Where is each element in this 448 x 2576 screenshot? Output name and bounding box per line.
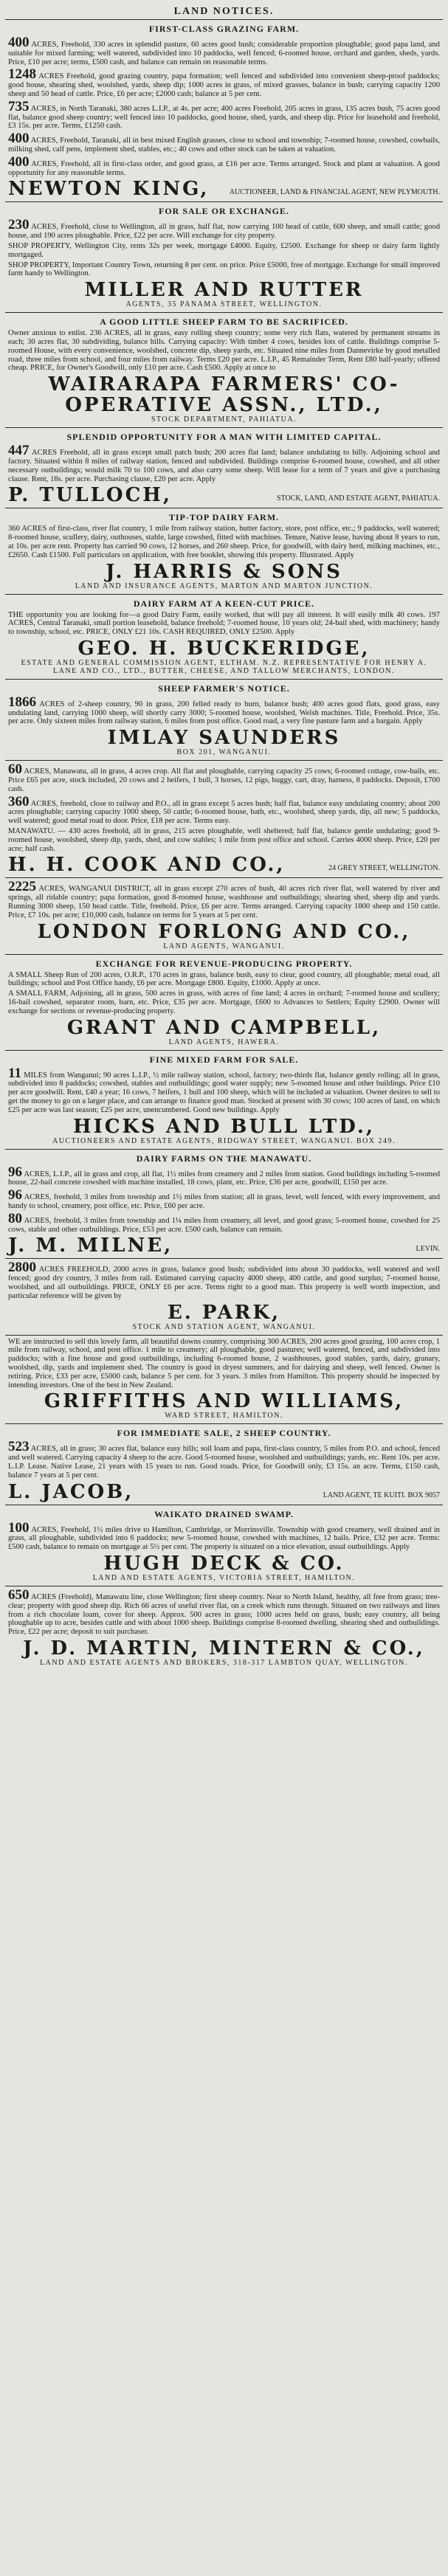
land-ad xyxy=(5,594,443,679)
ad-heading: FINE MIXED FARM FOR SALE. xyxy=(149,1054,299,1065)
agent-name: IMLAY SAUNDERS xyxy=(107,727,341,750)
ad-text: ACRES, Freehold, Taranaki, all in best mixed English grasses, close to school and township; 7-roomed house, cowshed, cowbails, milking shed, calf pens, implement shed, stables, etc.; 40 cows and other stock can be taken at valuation. xyxy=(8,137,440,153)
ad-paragraph xyxy=(8,1189,440,1211)
ad-body xyxy=(8,36,440,177)
ad-text: SHOP PROPERTY, Wellington City, rents 32s per week, mortgage £4000. Equity, £2500. Exchange for sheep or dairy farm lightly mortgaged. xyxy=(8,241,440,259)
land-ad xyxy=(5,760,443,877)
ad-paragraph xyxy=(8,827,440,853)
agent-name: LONDON FORLONG AND CO., xyxy=(37,920,411,943)
agent-address: AGENTS, 35 PANAMA STREET, WELLINGTON. xyxy=(125,300,323,309)
agent-address: LAND AGENTS, HAWERA. xyxy=(168,1037,280,1046)
agent-name: H. H. COOK AND CO., xyxy=(8,854,286,877)
ad-heading: DAIRY FARMS ON THE MANAWATU. xyxy=(136,1153,312,1164)
acreage-figure: 400 xyxy=(8,153,30,170)
agent-name: WAIRARAPA FARMERS' CO-OPERATIVE ASSN., LTD., xyxy=(48,373,400,417)
ad-text: ACRES, Freehold, all in first-class order, and good grass, at £16 per acre. Terms arranged. Stock and plant at valuation. A good opportunity for any reasonable terms. xyxy=(8,159,440,177)
ad-paragraph xyxy=(8,242,440,260)
acreage-figure: 360 xyxy=(8,793,30,809)
land-ad xyxy=(5,201,443,312)
agent-signature xyxy=(8,1235,440,1256)
land-ad xyxy=(5,1149,443,1259)
land-ad xyxy=(5,1050,443,1149)
ad-paragraph xyxy=(8,763,440,793)
agent-address: LAND AND ESTATE AGENTS AND BROKERS, 318-317 LAMBTON QUAY, WELLINGTON. xyxy=(40,1658,408,1667)
ad-text: ACRES, Freehold, 1½ miles drive to Hamilton, Cambridge, or Morrinsville. Township with good creamery, well drained and in grass, all ploughable, subdivided into 6 paddocks; new 5-roomed house, cowshed with machines, 12 bails. Price, £32 per acre. Terms: £500 cash, balance to remain on mortgage at 5½ per cent. The property is situated on a nice elevation, usual outbuildings. Apply xyxy=(8,1525,440,1552)
ad-paragraph xyxy=(8,971,440,989)
ad-body xyxy=(8,971,440,1016)
agent-signature xyxy=(8,179,440,199)
agent-name: HICKS AND BULL LTD., xyxy=(73,1115,375,1138)
land-ad xyxy=(5,877,443,953)
ad-text: ACRES, L.I.P., all in grass and crop, all flat, 1½ miles from creamery and 2 miles from station. Good buildings including 5-roomed house, 22-bail concrete cowshed with machine installed, 18 cows, plant, etc. Price, £36 per acre, goodwill, £150 per acre. xyxy=(8,1170,440,1187)
ad-heading: A GOOD LITTLE SHEEP FARM TO BE SACRIFICED. xyxy=(100,317,348,328)
acreage-figure: 447 xyxy=(8,443,30,459)
ad-body xyxy=(8,1519,440,1552)
ad-text: A SMALL FARM, Adjoining, all in grass, 500 acres in grass, with acres of fine land; 4 acres in orchard; 7-roomed house and scullery; 16-bail cowshed, separator room, barn, etc. Price, £35 per acre. Mortgage, £600 to Advances to Settlers; Equity £2900. Owner will exchange for sections or revenue-producing property. xyxy=(8,990,440,1015)
ad-text: ACRES FREEHOLD, 2000 acres in grass, balance good bush; subdivided into about 30 paddocks, well watered and well fenced; good dry country, 3 miles from rail. Estimated carrying capacity 4000 sheep, 400 cattle, and good surplus; 7-roomed house, woolshed, and all outbuildings. PRICE, ONLY £6 per acre. Terms right to a good man. This property is well worth inspection, and particular reference will be given by xyxy=(8,1265,440,1300)
agent-name: J. HARRIS & SONS xyxy=(106,560,342,583)
ad-body xyxy=(8,763,440,853)
ad-paragraph xyxy=(8,329,440,373)
ad-paragraph xyxy=(8,68,440,98)
ad-text: ACRES Freehold, good grazing country, papa formation; well fenced and subdivided into convenient sheep-proof paddocks; good house, shearing shed, woolshed, yards, sheep dip; 1000 acres in grass, of mixed grasses, balance in bush; carrying capacity 1200 sheep and 50 head of cattle. Price, £6 per acre; £2000 cash; balance at 5 per cent. xyxy=(8,72,440,98)
agent-address: 24 GREY STREET, WELLINGTON. xyxy=(328,864,440,873)
agent-name: L. JACOB, xyxy=(8,1480,134,1503)
ad-text: A SMALL Sheep Run of 200 acres, O.R.P., 170 acres in grass, balance bush, easy to clear, good country, all ploughable; metal road, all buildings; school and Post Office handy, £6 per acre. Mortgage £800. Equity, £1000. Apply at once. xyxy=(8,970,440,988)
agent-address: AUCTIONEER, LAND & FINANCIAL AGENT, NEW PLYMOUTH. xyxy=(229,188,440,197)
ad-text: THE opportunity you are looking for—a good Dairy Farm, easily worked, that will pay all interest. It will easily milk 40 cows. 197 ACRES, Central Taranaki, small portion leasehold, balance freehold; 7-roomed house, 10 years old; 24-bail shed, with machinery; handy to township, school, etc. PRICE, ONLY £21 10s. CASH REQUIRED, ONLY £2500. Apply xyxy=(8,610,440,637)
ad-heading: EXCHANGE FOR REVENUE-PRODUCING PROPERTY. xyxy=(95,958,353,969)
ad-body xyxy=(8,880,440,919)
land-ad xyxy=(5,1335,443,1424)
ad-paragraph xyxy=(8,1519,440,1552)
agent-address: WARD STREET, HAMILTON. xyxy=(165,1412,283,1420)
ad-heading: FIRST-CLASS GRAZING FARM. xyxy=(148,24,300,34)
acreage-figure: 400 xyxy=(8,131,30,147)
agent-signature xyxy=(8,1482,440,1502)
ad-paragraph xyxy=(8,990,440,1015)
acreage-figure: 96 xyxy=(8,1164,22,1180)
land-ad xyxy=(5,19,443,201)
agent-address: LAND AND ESTATE AGENTS, VICTORIA STREET, HAMILTON. xyxy=(92,1573,356,1582)
ad-body xyxy=(8,1338,440,1390)
ad-text: ACRES (Freehold), Manawatu line, close Wellington; first sheep country. Near to North Island, healthy, all free from grass; tree-clear; property with good sheep dip. Rich 66 acres of useful river flat, on a creek which runs through. Situated on two railways and lines from a rich chocolate loam, cover for sheep. Approx. 500 acres in grass; 1000 acres held on grass, bush; easy country, all being ploughable up to acre, besides cattle and with about 1000 sheep. Buildings comprise 8-roomed dwelling, shearing shed and outbuildings. Price, £22 per acre; deposit to suit purchaser. xyxy=(8,1592,440,1637)
ad-body xyxy=(8,218,440,278)
acreage-figure: 1248 xyxy=(8,66,36,83)
ad-text: 360 ACRES of first-class, river flat country, 1 mile from railway station, butter factory, store, post office, etc.; 9 paddocks, well watered; 8-roomed house, scullery, dairy, outhouses, stable, large cowshed, fitted with machines. Tenure, Native lease, having about 8 years to run, at 10s. per acre rent. Property has carried 90 cows, 12 horses, and 260 sheep. Price, for goodwill, with dairy herd, milking machines, etc., £2650. Cash £1500. Full particulars on application, with free booklet, showing this property. Illustrated. Apply xyxy=(8,525,440,559)
ad-paragraph xyxy=(8,880,440,919)
ad-paragraph xyxy=(8,1338,440,1390)
ad-heading: DAIRY FARM AT A KEEN-CUT PRICE. xyxy=(133,598,315,609)
ads-column xyxy=(5,19,443,1671)
ad-paragraph xyxy=(8,525,440,559)
agent-address: STOCK DEPARTMENT, PAHIATUA. xyxy=(151,415,297,424)
agent-signature xyxy=(8,854,440,875)
land-ad xyxy=(5,427,443,508)
ad-paragraph xyxy=(8,1166,440,1188)
ad-paragraph xyxy=(8,218,440,241)
agent-name: GRANT AND CAMPBELL, xyxy=(66,1016,382,1039)
agent-name: J. M. MILNE, xyxy=(8,1235,173,1257)
agent-name: E. PARK, xyxy=(167,1301,280,1324)
ad-paragraph xyxy=(8,1440,440,1479)
agent-name: MILLER AND RUTTER xyxy=(84,279,364,302)
acreage-figure: 650 xyxy=(8,1586,30,1603)
acreage-figure: 400 xyxy=(8,35,30,50)
acreage-figure: 60 xyxy=(8,762,22,778)
agent-name: HUGH DECK & CO. xyxy=(103,1552,345,1575)
agent-address: LAND AND INSURANCE AGENTS, MARTON AND MARTON JUNCTION. xyxy=(75,581,373,590)
ad-body xyxy=(8,1440,440,1479)
ad-text: Owner anxious to enlist. 236 ACRES, all in grass, easy rolling sheep country; some very rich flats, watered by permanent streams in each; 30 acres flat, 30 subdividing, balance hills. Carrying capacity: With timber 4 cows, besides lots of cattle. Buildings comprise 5-roomed House, with every convenience, woolshed, concrete dip, sheep yards, etc. Situated nine miles from Dannevirke by good metalled road, three miles from school, and four miles from railway. Terms £20 per acre. L.I.P., 45 Remainder Term, Rent £80 half-yearly; offered cheap. PRICE, for Owner's Goodwill, only £10 per acre. Cash £500. Apply at once to xyxy=(8,329,440,373)
ad-heading: SPLENDID OPPORTUNITY FOR A MAN WITH LIMITED CAPITAL. xyxy=(66,432,382,443)
land-ad xyxy=(5,1423,443,1504)
land-ad xyxy=(5,1586,443,1671)
ad-body xyxy=(8,329,440,373)
agent-address: LAND AGENTS, WANGANUI. xyxy=(163,942,285,950)
acreage-figure: 523 xyxy=(8,1439,30,1455)
agent-address: STOCK AND STATION AGENT, WANGANUI. xyxy=(132,1322,316,1331)
ad-text: ACRES of 2-sheep country, 90 in grass, 200 felled ready to burn, balance bush; 400 acres good flats, good grass, easy undulating land, carrying 1000 sheep, will shortly carry 3000; 5-roomed house, woolshed, Welsh machines. Title, Freehold. Price, 35s. per acre. Only sixteen miles from railway station, 6 miles from post office. Good road, a very fine pasture farm and a bargain. Apply xyxy=(8,700,440,726)
ad-text: ACRES, in North Taranaki, 380 acres L.I.P., at 4s. per acre; 400 acres Freehold, 205 acres in grass, 135 acres bush, 75 acres good flat, balance good sheep country; well fenced into 10 paddocks, good house, shed, yards, and sheep dip. Price for leasehold and freehold, £3 15s. per acre. Terms, £1250 cash. xyxy=(8,104,440,131)
ad-paragraph xyxy=(8,611,440,637)
agent-address: ESTATE AND GENERAL COMMISSION AGENT, ELTHAM. N.Z. REPRESENTATIVE FOR HENRY A. LANE AND CO., LTD., BUTTER, CHEESE, AND TALLOW MERCHANTS, LONDON. xyxy=(21,658,427,675)
agent-address: BOX 201, WANGANUI. xyxy=(176,748,272,757)
ad-body xyxy=(8,525,440,559)
ad-paragraph xyxy=(8,132,440,154)
ad-text: WE are instructed to sell this lovely farm, all beautiful downs country, comprising 300 ACRES, 200 acres good grazing, 100 acres crop, 1 mile from railway, school, and post office. 1 mile to creamery; all ploughable, good pastures; well watered, fenced, and subdivided into paddocks; with a fine house and good outbuildings, including 6-roomed house, 2 washhouses, good stables, yards, dairy, granary, woolshed, dip, yards and implement shed. The country is good in dryest summers, and for dairying and sheep, well fenced. Owner is retiring. Price, £33 per acre, £5000 cash, balance 5 per cent. for 3 years. 3 miles from Hamilton. This property should be inspected by intending investors. One of the best in New Zealand. xyxy=(8,1337,440,1389)
land-ad xyxy=(5,1258,443,1334)
ad-text: ACRES, freehold, 3 miles from township and 1¼ miles from creamery, all level, and good grass; 5-roomed house, cowshed for 25 cows, stable and other outbuildings. Price, £53 per acre. £500 cash, balance can remain. xyxy=(8,1216,440,1234)
ad-paragraph xyxy=(8,36,440,66)
land-ad xyxy=(5,1505,443,1586)
ad-paragraph xyxy=(8,1067,440,1115)
ad-text: ACRES, freehold, 3 miles from township and 1½ miles from station; all in grass, level, well fenced, with every improvement, and handy to school, creamery, post office, etc. Price, £60 per acre. xyxy=(8,1193,440,1210)
agent-name: J. D. MARTIN, MINTERN & CO., xyxy=(23,1637,425,1660)
agent-name: NEWTON KING, xyxy=(8,178,210,201)
acreage-figure: 96 xyxy=(8,1187,22,1204)
ad-body xyxy=(8,1067,440,1115)
ad-body xyxy=(8,1586,440,1637)
land-ad xyxy=(5,954,443,1050)
ad-text: ACRES, Manawatu, all in grass, 4 acres crop. All flat and ploughable, carrying capacity 25 cows; 6-roomed cottage, cow-bails, etc. Price £65 per acre, stock included, 20 cows and 2 heifers, 1 bull, 3 horses, 12 pigs, buggy, cart, dray, harness, 8 paddocks. Deposit, £700 cash. xyxy=(8,767,440,793)
acreage-figure: 230 xyxy=(8,217,30,233)
ad-text: MANAWATU. — 430 acres freehold, all in grass, 215 acres ploughable, well sheltered; half flat, balance gentle undulating; good 9-roomed house, woolshed, sheep dip, yards, shed, and cow stables; 1 mile from post office and school. Carries 4000 sheep. Price, £20 per acre; half cash. xyxy=(8,827,440,853)
ad-paragraph xyxy=(8,1212,440,1235)
ad-heading: SHEEP FARMER'S NOTICE. xyxy=(158,683,290,694)
ad-body xyxy=(8,611,440,637)
ad-heading: FOR IMMEDIATE SALE, 2 SHEEP COUNTRY. xyxy=(117,1428,331,1439)
ad-paragraph xyxy=(8,100,440,131)
agent-signature xyxy=(8,485,440,505)
agent-address: AUCTIONEERS AND ESTATE AGENTS, RIDGWAY STREET, WANGANUI. BOX 249. xyxy=(52,1136,396,1145)
ad-text: SHOP PROPERTY, Important Country Town, returning 8 per cent. on price. Price £5000, free of mortgage. Exchange for small improved farm handy to Wellington. xyxy=(8,260,440,278)
ad-heading: FOR SALE OR EXCHANGE. xyxy=(158,206,290,217)
agent-address: STOCK, LAND, AND ESTATE AGENT, PAHIATUA. xyxy=(277,494,440,503)
agent-name: P. TULLOCH, xyxy=(8,484,172,507)
land-ad xyxy=(5,508,443,593)
agent-address: LAND AGENT, TE KUITI. BOX 9057 xyxy=(323,1491,440,1499)
ad-paragraph xyxy=(8,261,440,279)
ad-body xyxy=(8,1166,440,1235)
ad-text: ACRES, all in grass; 30 acres flat, balance easy hills; soil loam and papa, first-class country, 5 miles from P.O. and school, fenced and well watered. Carrying capacity 4 sheep to the acre. Good 5-roomed house, woolshed and outbuildings; yards, etc. Rent 10s. per acre. L.I.P. Lease. Native Lease, 21 years with 15 years to run. Good roads. Price, for Goodwill only, £3 15s. an acre. Terms, £150 cash, balance 7 years at 5 per cent. xyxy=(8,1445,440,1479)
ad-body xyxy=(8,696,440,726)
ad-text: ACRES Freehold, all in grass except small patch bush; 200 acres flat land; balance undulating to hilly. Adjoining school and factory. Situated within 8 miles of railway station, fenced and subdivided. Buildings comprise 6-roomed house, cowshed, and all other necessary outbuildings; would milk 70 to 100 cows, and also carry some sheep. Will lease for a term of 7 years and give a purchasing clause. Rent, 18s. per acre. Purchasing clause, £20 per acre. Apply xyxy=(8,449,440,483)
ad-heading: WAIKATO DRAINED SWAMP. xyxy=(154,1508,294,1519)
agent-address: LEVIN. xyxy=(416,1245,440,1254)
acreage-figure: 2225 xyxy=(8,879,36,895)
agent-name: GRIFFITHS AND WILLIAMS, xyxy=(44,1390,404,1413)
ad-text: ACRES, Freehold, 330 acres in splendid pasture, 60 acres good bush; considerable proportion ploughable; good papa land, and suitable for mixed farming; well watered, subdivided into 10 paddocks, well fenced; 6-roomed house, orchard and garden, sheds, yards. Price, £10 per acre; terms, £500 cash, and balance can remain on reasonable terms. xyxy=(8,41,440,66)
acreage-figure: 1866 xyxy=(8,694,36,710)
acreage-figure: 100 xyxy=(8,1519,30,1536)
ad-heading: TIP-TOP DAIRY FARM. xyxy=(168,512,280,523)
ad-paragraph xyxy=(8,1586,440,1637)
acreage-figure: 80 xyxy=(8,1210,22,1226)
ad-paragraph xyxy=(8,795,440,826)
acreage-figure: 11 xyxy=(8,1065,21,1081)
ad-body xyxy=(8,1261,440,1300)
land-ad xyxy=(5,312,443,427)
ad-text: ACRES, WANGANUI DISTRICT, all in grass except 270 acres of bush, 40 acres rich river flat, well watered by river and springs, all ridable country; papa formation, good 8-roomed house, washhouse and outbuildings; shearing shed, sheep dip and yards. Running 3000 sheep, 150 head cattle. Title, freehold. Price, £6 per acre. Terms arranged. Carrying capacity 1800 sheep and 150 cattle. Price, £7 10s. per acre; £10,000 cash, balance on terms for 5 years at 5 per cent. xyxy=(8,885,440,919)
ad-text: ACRES, freehold, close to railway and P.O., all in grass except 5 acres bush; half flat, balance easy undulating country; about 200 acres ploughable; carrying capacity 1000 sheep, 50 cattle; 6-roomed house, bath, etc., woolshed, sheep yards, dip, all new; 5 paddocks, well watered; good metal road to door. Price, £18 per acre. Terms easy. xyxy=(8,799,440,826)
ad-text: MILES from Wanganui; 90 acres L.I.P., ½ mile railway station, school, factory; two-thirds flat, balance gently rolling; all in grass, subdivided into 8 paddocks; cowshed, stables and outbuildings; good water supply; new 5-roomed house and other buildings. Price £10 per acre goodwill. Rent, £40 a year; 16 cows, 7 heifers, 1 bull and 100 sheep, which will be included at valuation. Owner desires to sell to get the money to go on a larger place, and can arrange to finance good man. Stocked at present with 30 cows; 100 acres of land, on which £25 per acre was last season; £25 per acre, unencumbered. Good new buildings. Apply xyxy=(8,1071,440,1114)
acreage-figure: 735 xyxy=(8,98,30,114)
ad-paragraph xyxy=(8,444,440,483)
ad-paragraph xyxy=(8,696,440,726)
ad-text: ACRES, Freehold, close to Wellington, all in grass, half flat, now carrying 100 head of cattle, 600 sheep, and small cattle; good house, and 190 acres ploughable. Price, £22 per acre. Will exchange for city property. xyxy=(8,223,440,241)
agent-name: GEO. H. BUCKERIDGE, xyxy=(77,637,371,660)
page-title: LAND NOTICES. xyxy=(173,6,275,17)
land-ad xyxy=(5,679,443,760)
ad-paragraph xyxy=(8,1261,440,1300)
acreage-figure: 2800 xyxy=(8,1260,36,1276)
ad-body xyxy=(8,444,440,483)
ad-paragraph xyxy=(8,153,440,178)
